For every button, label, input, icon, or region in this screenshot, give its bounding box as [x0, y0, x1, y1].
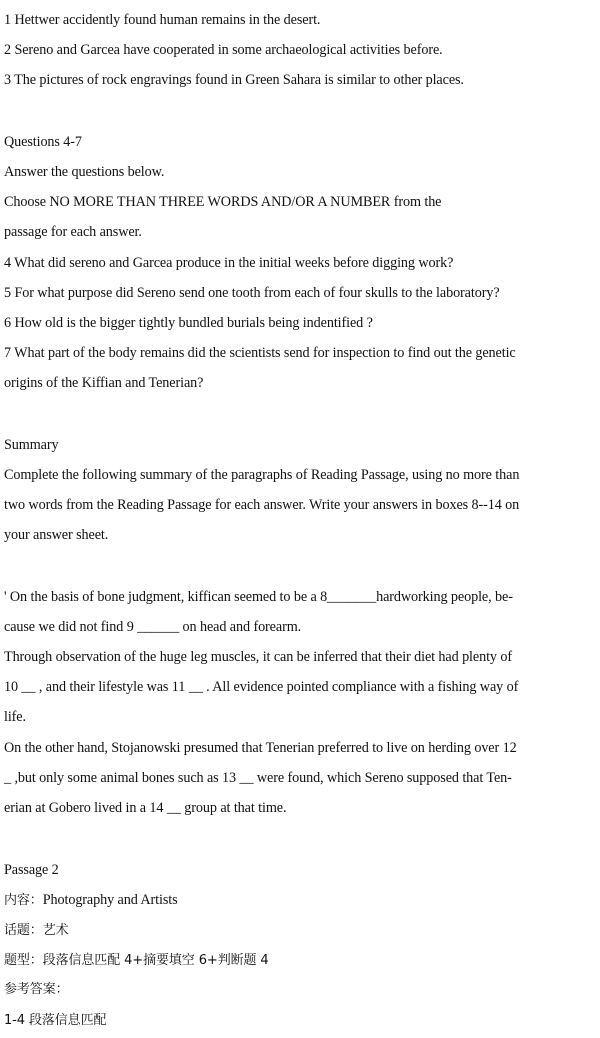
questions-4-7-heading: Questions 4-7 [4, 134, 82, 150]
passage-2-title: Passage 2 [4, 862, 59, 878]
content-label: 内容： [4, 893, 43, 908]
summary-text-line-2: cause we did not find 9 ______ on head and forearm. [4, 619, 302, 635]
summary-text-line-6: On the other hand, Stojanowski presumed that Tenerian preferred to live on herding over 12 [4, 740, 517, 756]
instruction-line-2: Choose NO MORE THAN THREE WORDS AND/OR A NUMBER from the [4, 194, 442, 210]
question-2: 2 Sereno and Garcea have cooperated in some archaeological activities before. [4, 42, 443, 58]
question-5: 5 For what purpose did Sereno send one tooth from each of four skulls to the laboratory? [4, 285, 500, 301]
summary-heading: Summary [4, 437, 59, 453]
instruction-line-3: passage for each answer. [4, 224, 142, 240]
summary-text-line-4: 10 __ , and their lifestyle was 11 __ . All evidence pointed compliance with a fishing way of [4, 679, 519, 695]
summary-text-line-3: Through observation of the huge leg muscles, it can be inferred that their diet had plenty of [4, 649, 512, 665]
summary-instruction-1: Complete the following summary of the paragraphs of Reading Passage, using no more than [4, 467, 520, 483]
summary-text-line-5: life. [4, 709, 26, 725]
summary-instruction-2: two words from the Reading Passage for each answer. Write your answers in boxes 8--14 on [4, 497, 520, 513]
question-3: 3 The pictures of rock engravings found in Green Sahara is similar to other places. [4, 72, 464, 88]
type-label: 题型： [4, 953, 43, 968]
passage-2-question-types [4, 951, 596, 970]
passage-2-answer-first: 1-4 段落信息匹配 [4, 1013, 107, 1028]
topic-label: 话题： [4, 923, 43, 938]
summary-text-line-7: _ ,but only some animal bones such as 13 __ were found, which Sereno supposed that Ten- [4, 770, 512, 786]
topic-value: 艺术 [42, 923, 69, 938]
summary-text-line-8: erian at Gobero lived in a 14 __ group at that time. [4, 800, 287, 816]
question-1: 1 Hettwer accidently found human remains in the desert. [4, 12, 321, 28]
question-7-continued: origins of the Kiffian and Tenerian? [4, 375, 204, 391]
content-value: Photography and Artists [42, 892, 178, 908]
question-7: 7 What part of the body remains did the scientists send for inspection to find out the genetic [4, 345, 516, 361]
summary-text-line-1: ' On the basis of bone judgment, kiffican seemed to be a 8_______hardworking people, be- [4, 589, 513, 605]
question-6: 6 How old is the bigger tightly bundled burials being indentified ? [4, 315, 373, 331]
passage-2-content [4, 891, 596, 910]
instruction-line-1: Answer the questions below. [4, 164, 165, 180]
passage-2-topic [4, 921, 596, 940]
summary-instruction-3: your answer sheet. [4, 527, 109, 543]
question-4: 4 What did sereno and Garcea produce in the initial weeks before digging work? [4, 255, 454, 271]
type-value: 段落信息匹配 4+摘要填空 6+判断题 4 [42, 953, 269, 968]
passage-2-answer-label: 参考答案： [4, 982, 69, 997]
